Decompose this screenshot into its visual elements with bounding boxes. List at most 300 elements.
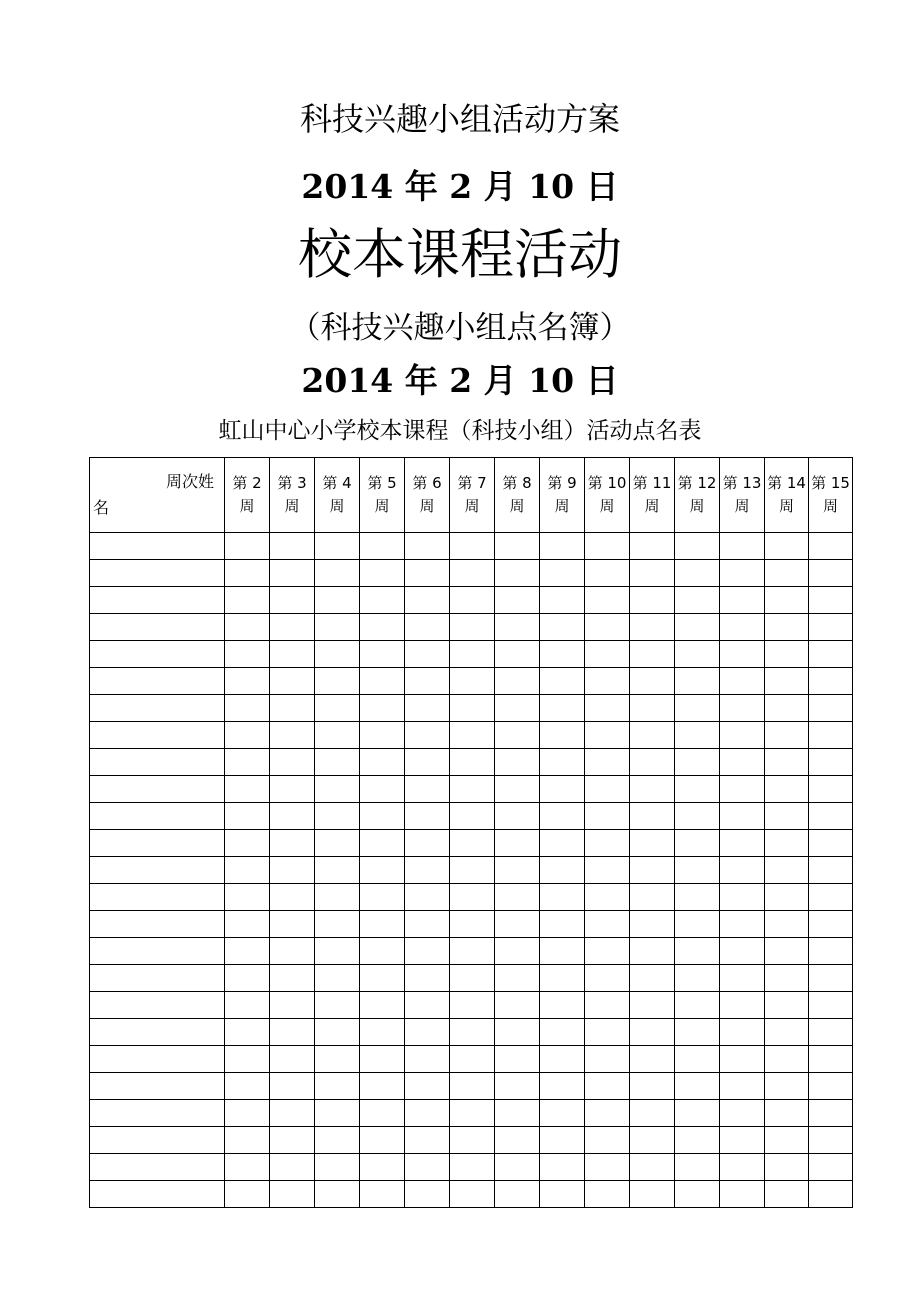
- attendance-cell[interactable]: [270, 1046, 315, 1073]
- attendance-cell[interactable]: [360, 722, 405, 749]
- attendance-cell[interactable]: [540, 857, 585, 884]
- attendance-cell[interactable]: [225, 830, 270, 857]
- attendance-cell[interactable]: [315, 722, 360, 749]
- attendance-cell[interactable]: [270, 911, 315, 938]
- attendance-cell[interactable]: [675, 1181, 720, 1208]
- attendance-cell[interactable]: [360, 992, 405, 1019]
- attendance-cell[interactable]: [540, 911, 585, 938]
- student-name-cell[interactable]: [90, 830, 225, 857]
- attendance-cell[interactable]: [270, 1127, 315, 1154]
- attendance-cell[interactable]: [450, 1100, 495, 1127]
- attendance-cell[interactable]: [585, 992, 630, 1019]
- attendance-cell[interactable]: [315, 533, 360, 560]
- attendance-cell[interactable]: [495, 857, 540, 884]
- attendance-cell[interactable]: [675, 1073, 720, 1100]
- attendance-cell[interactable]: [630, 749, 675, 776]
- attendance-cell[interactable]: [585, 911, 630, 938]
- attendance-cell[interactable]: [450, 533, 495, 560]
- attendance-cell[interactable]: [495, 668, 540, 695]
- attendance-cell[interactable]: [540, 1046, 585, 1073]
- attendance-cell[interactable]: [765, 695, 809, 722]
- attendance-cell[interactable]: [270, 965, 315, 992]
- attendance-cell[interactable]: [495, 533, 540, 560]
- attendance-cell[interactable]: [405, 938, 450, 965]
- attendance-cell[interactable]: [765, 1127, 809, 1154]
- attendance-cell[interactable]: [495, 1127, 540, 1154]
- attendance-cell[interactable]: [540, 614, 585, 641]
- attendance-cell[interactable]: [360, 1073, 405, 1100]
- attendance-cell[interactable]: [585, 641, 630, 668]
- attendance-cell[interactable]: [630, 857, 675, 884]
- attendance-cell[interactable]: [809, 1127, 853, 1154]
- student-name-cell[interactable]: [90, 641, 225, 668]
- attendance-cell[interactable]: [495, 965, 540, 992]
- attendance-cell[interactable]: [225, 749, 270, 776]
- attendance-cell[interactable]: [809, 1154, 853, 1181]
- attendance-cell[interactable]: [630, 1181, 675, 1208]
- attendance-cell[interactable]: [360, 1100, 405, 1127]
- attendance-cell[interactable]: [765, 641, 809, 668]
- attendance-cell[interactable]: [630, 722, 675, 749]
- attendance-cell[interactable]: [675, 776, 720, 803]
- attendance-cell[interactable]: [585, 1181, 630, 1208]
- student-name-cell[interactable]: [90, 884, 225, 911]
- attendance-cell[interactable]: [585, 1073, 630, 1100]
- attendance-cell[interactable]: [630, 695, 675, 722]
- attendance-cell[interactable]: [765, 749, 809, 776]
- attendance-cell[interactable]: [765, 560, 809, 587]
- student-name-cell[interactable]: [90, 965, 225, 992]
- attendance-cell[interactable]: [495, 722, 540, 749]
- attendance-cell[interactable]: [360, 1154, 405, 1181]
- attendance-cell[interactable]: [630, 1154, 675, 1181]
- attendance-cell[interactable]: [270, 668, 315, 695]
- attendance-cell[interactable]: [809, 1019, 853, 1046]
- attendance-cell[interactable]: [720, 1181, 765, 1208]
- attendance-cell[interactable]: [809, 533, 853, 560]
- attendance-cell[interactable]: [720, 722, 765, 749]
- attendance-cell[interactable]: [765, 722, 809, 749]
- attendance-cell[interactable]: [450, 1154, 495, 1181]
- attendance-cell[interactable]: [360, 1019, 405, 1046]
- attendance-cell[interactable]: [720, 749, 765, 776]
- attendance-cell[interactable]: [675, 965, 720, 992]
- attendance-cell[interactable]: [450, 911, 495, 938]
- student-name-cell[interactable]: [90, 749, 225, 776]
- attendance-cell[interactable]: [720, 965, 765, 992]
- student-name-cell[interactable]: [90, 587, 225, 614]
- attendance-cell[interactable]: [495, 695, 540, 722]
- attendance-cell[interactable]: [675, 614, 720, 641]
- attendance-cell[interactable]: [315, 776, 360, 803]
- attendance-cell[interactable]: [809, 992, 853, 1019]
- attendance-cell[interactable]: [225, 695, 270, 722]
- attendance-cell[interactable]: [495, 587, 540, 614]
- attendance-cell[interactable]: [405, 911, 450, 938]
- attendance-cell[interactable]: [360, 533, 405, 560]
- attendance-cell[interactable]: [405, 830, 450, 857]
- attendance-cell[interactable]: [809, 857, 853, 884]
- attendance-cell[interactable]: [360, 560, 405, 587]
- attendance-cell[interactable]: [315, 1127, 360, 1154]
- student-name-cell[interactable]: [90, 803, 225, 830]
- attendance-cell[interactable]: [675, 1100, 720, 1127]
- attendance-cell[interactable]: [809, 803, 853, 830]
- attendance-cell[interactable]: [540, 695, 585, 722]
- attendance-cell[interactable]: [765, 1046, 809, 1073]
- attendance-cell[interactable]: [315, 992, 360, 1019]
- attendance-cell[interactable]: [809, 722, 853, 749]
- attendance-cell[interactable]: [675, 749, 720, 776]
- attendance-cell[interactable]: [720, 1073, 765, 1100]
- attendance-cell[interactable]: [630, 1100, 675, 1127]
- attendance-cell[interactable]: [360, 749, 405, 776]
- attendance-cell[interactable]: [225, 560, 270, 587]
- attendance-cell[interactable]: [630, 830, 675, 857]
- attendance-cell[interactable]: [270, 1073, 315, 1100]
- attendance-cell[interactable]: [450, 1019, 495, 1046]
- attendance-cell[interactable]: [720, 668, 765, 695]
- attendance-cell[interactable]: [270, 857, 315, 884]
- attendance-cell[interactable]: [675, 1019, 720, 1046]
- attendance-cell[interactable]: [225, 1046, 270, 1073]
- student-name-cell[interactable]: [90, 938, 225, 965]
- attendance-cell[interactable]: [450, 992, 495, 1019]
- attendance-cell[interactable]: [360, 830, 405, 857]
- attendance-cell[interactable]: [360, 1181, 405, 1208]
- student-name-cell[interactable]: [90, 1127, 225, 1154]
- attendance-cell[interactable]: [720, 884, 765, 911]
- attendance-cell[interactable]: [450, 857, 495, 884]
- attendance-cell[interactable]: [540, 1127, 585, 1154]
- attendance-cell[interactable]: [630, 1073, 675, 1100]
- attendance-cell[interactable]: [270, 1100, 315, 1127]
- student-name-cell[interactable]: [90, 668, 225, 695]
- attendance-cell[interactable]: [270, 560, 315, 587]
- attendance-cell[interactable]: [765, 803, 809, 830]
- attendance-cell[interactable]: [495, 911, 540, 938]
- attendance-cell[interactable]: [405, 884, 450, 911]
- attendance-cell[interactable]: [405, 992, 450, 1019]
- attendance-cell[interactable]: [540, 749, 585, 776]
- attendance-cell[interactable]: [360, 965, 405, 992]
- attendance-cell[interactable]: [585, 938, 630, 965]
- attendance-cell[interactable]: [675, 641, 720, 668]
- attendance-cell[interactable]: [630, 965, 675, 992]
- attendance-cell[interactable]: [405, 803, 450, 830]
- attendance-cell[interactable]: [809, 1181, 853, 1208]
- attendance-cell[interactable]: [270, 587, 315, 614]
- attendance-cell[interactable]: [450, 749, 495, 776]
- attendance-cell[interactable]: [450, 884, 495, 911]
- student-name-cell[interactable]: [90, 992, 225, 1019]
- attendance-cell[interactable]: [765, 992, 809, 1019]
- attendance-cell[interactable]: [450, 668, 495, 695]
- student-name-cell[interactable]: [90, 1100, 225, 1127]
- attendance-cell[interactable]: [630, 560, 675, 587]
- attendance-cell[interactable]: [225, 1181, 270, 1208]
- attendance-cell[interactable]: [585, 587, 630, 614]
- attendance-cell[interactable]: [450, 1181, 495, 1208]
- attendance-cell[interactable]: [585, 884, 630, 911]
- attendance-cell[interactable]: [585, 749, 630, 776]
- attendance-cell[interactable]: [765, 614, 809, 641]
- attendance-cell[interactable]: [225, 965, 270, 992]
- attendance-cell[interactable]: [585, 1100, 630, 1127]
- attendance-cell[interactable]: [675, 884, 720, 911]
- student-name-cell[interactable]: [90, 1046, 225, 1073]
- attendance-cell[interactable]: [450, 560, 495, 587]
- attendance-cell[interactable]: [720, 1019, 765, 1046]
- attendance-cell[interactable]: [540, 668, 585, 695]
- attendance-cell[interactable]: [495, 803, 540, 830]
- attendance-cell[interactable]: [630, 1127, 675, 1154]
- attendance-cell[interactable]: [495, 776, 540, 803]
- attendance-cell[interactable]: [315, 1073, 360, 1100]
- attendance-cell[interactable]: [765, 938, 809, 965]
- attendance-cell[interactable]: [495, 1073, 540, 1100]
- attendance-cell[interactable]: [225, 1127, 270, 1154]
- attendance-cell[interactable]: [765, 857, 809, 884]
- attendance-cell[interactable]: [585, 1019, 630, 1046]
- attendance-cell[interactable]: [270, 722, 315, 749]
- attendance-cell[interactable]: [450, 1046, 495, 1073]
- attendance-cell[interactable]: [585, 1046, 630, 1073]
- attendance-cell[interactable]: [630, 668, 675, 695]
- attendance-cell[interactable]: [540, 884, 585, 911]
- attendance-cell[interactable]: [450, 803, 495, 830]
- attendance-cell[interactable]: [720, 614, 765, 641]
- student-name-cell[interactable]: [90, 533, 225, 560]
- attendance-cell[interactable]: [225, 803, 270, 830]
- attendance-cell[interactable]: [225, 614, 270, 641]
- attendance-cell[interactable]: [450, 587, 495, 614]
- attendance-cell[interactable]: [360, 668, 405, 695]
- attendance-cell[interactable]: [540, 560, 585, 587]
- attendance-cell[interactable]: [675, 1046, 720, 1073]
- attendance-cell[interactable]: [809, 1100, 853, 1127]
- attendance-cell[interactable]: [450, 641, 495, 668]
- attendance-cell[interactable]: [765, 1154, 809, 1181]
- attendance-cell[interactable]: [360, 1127, 405, 1154]
- attendance-cell[interactable]: [585, 533, 630, 560]
- attendance-cell[interactable]: [270, 884, 315, 911]
- attendance-cell[interactable]: [630, 884, 675, 911]
- attendance-cell[interactable]: [495, 992, 540, 1019]
- attendance-cell[interactable]: [585, 1127, 630, 1154]
- attendance-cell[interactable]: [495, 1019, 540, 1046]
- attendance-cell[interactable]: [720, 911, 765, 938]
- attendance-cell[interactable]: [540, 965, 585, 992]
- attendance-cell[interactable]: [405, 614, 450, 641]
- attendance-cell[interactable]: [405, 1154, 450, 1181]
- attendance-cell[interactable]: [630, 587, 675, 614]
- attendance-cell[interactable]: [585, 1154, 630, 1181]
- attendance-cell[interactable]: [765, 1181, 809, 1208]
- attendance-cell[interactable]: [585, 857, 630, 884]
- attendance-cell[interactable]: [630, 776, 675, 803]
- attendance-cell[interactable]: [315, 749, 360, 776]
- attendance-cell[interactable]: [630, 533, 675, 560]
- attendance-cell[interactable]: [540, 587, 585, 614]
- attendance-cell[interactable]: [225, 938, 270, 965]
- attendance-cell[interactable]: [405, 1046, 450, 1073]
- attendance-cell[interactable]: [405, 641, 450, 668]
- attendance-cell[interactable]: [540, 992, 585, 1019]
- attendance-cell[interactable]: [225, 1154, 270, 1181]
- attendance-cell[interactable]: [540, 776, 585, 803]
- attendance-cell[interactable]: [675, 695, 720, 722]
- attendance-cell[interactable]: [450, 830, 495, 857]
- attendance-cell[interactable]: [315, 803, 360, 830]
- attendance-cell[interactable]: [495, 1154, 540, 1181]
- attendance-cell[interactable]: [540, 1073, 585, 1100]
- attendance-cell[interactable]: [720, 992, 765, 1019]
- attendance-cell[interactable]: [675, 938, 720, 965]
- attendance-cell[interactable]: [360, 1046, 405, 1073]
- attendance-cell[interactable]: [315, 938, 360, 965]
- attendance-cell[interactable]: [315, 695, 360, 722]
- student-name-cell[interactable]: [90, 911, 225, 938]
- attendance-cell[interactable]: [585, 722, 630, 749]
- attendance-cell[interactable]: [405, 1073, 450, 1100]
- attendance-cell[interactable]: [720, 776, 765, 803]
- attendance-cell[interactable]: [675, 830, 720, 857]
- attendance-cell[interactable]: [809, 641, 853, 668]
- attendance-cell[interactable]: [809, 614, 853, 641]
- attendance-cell[interactable]: [315, 668, 360, 695]
- attendance-cell[interactable]: [315, 830, 360, 857]
- attendance-cell[interactable]: [720, 695, 765, 722]
- student-name-cell[interactable]: [90, 695, 225, 722]
- attendance-cell[interactable]: [720, 857, 765, 884]
- attendance-cell[interactable]: [809, 695, 853, 722]
- attendance-cell[interactable]: [360, 803, 405, 830]
- attendance-cell[interactable]: [450, 695, 495, 722]
- attendance-cell[interactable]: [630, 1019, 675, 1046]
- attendance-cell[interactable]: [809, 938, 853, 965]
- attendance-cell[interactable]: [765, 1019, 809, 1046]
- attendance-cell[interactable]: [675, 722, 720, 749]
- attendance-cell[interactable]: [720, 830, 765, 857]
- attendance-cell[interactable]: [540, 938, 585, 965]
- student-name-cell[interactable]: [90, 1073, 225, 1100]
- attendance-cell[interactable]: [540, 722, 585, 749]
- attendance-cell[interactable]: [585, 965, 630, 992]
- attendance-cell[interactable]: [540, 803, 585, 830]
- attendance-cell[interactable]: [270, 695, 315, 722]
- attendance-cell[interactable]: [405, 749, 450, 776]
- attendance-cell[interactable]: [630, 803, 675, 830]
- attendance-cell[interactable]: [405, 1100, 450, 1127]
- attendance-cell[interactable]: [540, 1154, 585, 1181]
- attendance-cell[interactable]: [495, 884, 540, 911]
- attendance-cell[interactable]: [450, 938, 495, 965]
- attendance-cell[interactable]: [540, 533, 585, 560]
- attendance-cell[interactable]: [720, 803, 765, 830]
- attendance-cell[interactable]: [495, 1181, 540, 1208]
- attendance-cell[interactable]: [495, 614, 540, 641]
- attendance-cell[interactable]: [225, 587, 270, 614]
- attendance-cell[interactable]: [315, 911, 360, 938]
- attendance-cell[interactable]: [809, 587, 853, 614]
- attendance-cell[interactable]: [225, 911, 270, 938]
- attendance-cell[interactable]: [720, 533, 765, 560]
- attendance-cell[interactable]: [809, 1073, 853, 1100]
- attendance-cell[interactable]: [720, 1127, 765, 1154]
- attendance-cell[interactable]: [495, 641, 540, 668]
- attendance-cell[interactable]: [405, 560, 450, 587]
- attendance-cell[interactable]: [405, 857, 450, 884]
- attendance-cell[interactable]: [585, 830, 630, 857]
- attendance-cell[interactable]: [360, 641, 405, 668]
- attendance-cell[interactable]: [360, 884, 405, 911]
- attendance-cell[interactable]: [765, 830, 809, 857]
- attendance-cell[interactable]: [450, 776, 495, 803]
- attendance-cell[interactable]: [585, 614, 630, 641]
- attendance-cell[interactable]: [540, 1100, 585, 1127]
- attendance-cell[interactable]: [585, 560, 630, 587]
- attendance-cell[interactable]: [270, 830, 315, 857]
- student-name-cell[interactable]: [90, 614, 225, 641]
- attendance-cell[interactable]: [315, 884, 360, 911]
- attendance-cell[interactable]: [405, 722, 450, 749]
- attendance-cell[interactable]: [225, 776, 270, 803]
- attendance-cell[interactable]: [405, 668, 450, 695]
- attendance-cell[interactable]: [675, 1127, 720, 1154]
- student-name-cell[interactable]: [90, 776, 225, 803]
- attendance-cell[interactable]: [540, 1181, 585, 1208]
- attendance-cell[interactable]: [315, 560, 360, 587]
- attendance-cell[interactable]: [225, 722, 270, 749]
- attendance-cell[interactable]: [720, 1100, 765, 1127]
- attendance-cell[interactable]: [765, 776, 809, 803]
- attendance-cell[interactable]: [315, 1019, 360, 1046]
- attendance-cell[interactable]: [765, 884, 809, 911]
- attendance-cell[interactable]: [315, 1046, 360, 1073]
- attendance-cell[interactable]: [360, 695, 405, 722]
- attendance-cell[interactable]: [495, 560, 540, 587]
- attendance-cell[interactable]: [225, 1073, 270, 1100]
- attendance-cell[interactable]: [675, 668, 720, 695]
- attendance-cell[interactable]: [270, 614, 315, 641]
- attendance-cell[interactable]: [495, 938, 540, 965]
- attendance-cell[interactable]: [630, 1046, 675, 1073]
- attendance-cell[interactable]: [360, 938, 405, 965]
- attendance-cell[interactable]: [360, 614, 405, 641]
- attendance-cell[interactable]: [405, 776, 450, 803]
- attendance-cell[interactable]: [315, 614, 360, 641]
- attendance-cell[interactable]: [765, 1073, 809, 1100]
- attendance-cell[interactable]: [585, 695, 630, 722]
- attendance-cell[interactable]: [450, 1073, 495, 1100]
- student-name-cell[interactable]: [90, 857, 225, 884]
- attendance-cell[interactable]: [720, 641, 765, 668]
- attendance-cell[interactable]: [675, 587, 720, 614]
- attendance-cell[interactable]: [495, 830, 540, 857]
- attendance-cell[interactable]: [540, 641, 585, 668]
- attendance-cell[interactable]: [630, 938, 675, 965]
- attendance-cell[interactable]: [630, 641, 675, 668]
- attendance-cell[interactable]: [809, 1046, 853, 1073]
- attendance-cell[interactable]: [315, 1100, 360, 1127]
- attendance-cell[interactable]: [765, 533, 809, 560]
- attendance-cell[interactable]: [809, 830, 853, 857]
- attendance-cell[interactable]: [765, 965, 809, 992]
- attendance-cell[interactable]: [225, 668, 270, 695]
- attendance-cell[interactable]: [315, 1181, 360, 1208]
- attendance-cell[interactable]: [809, 884, 853, 911]
